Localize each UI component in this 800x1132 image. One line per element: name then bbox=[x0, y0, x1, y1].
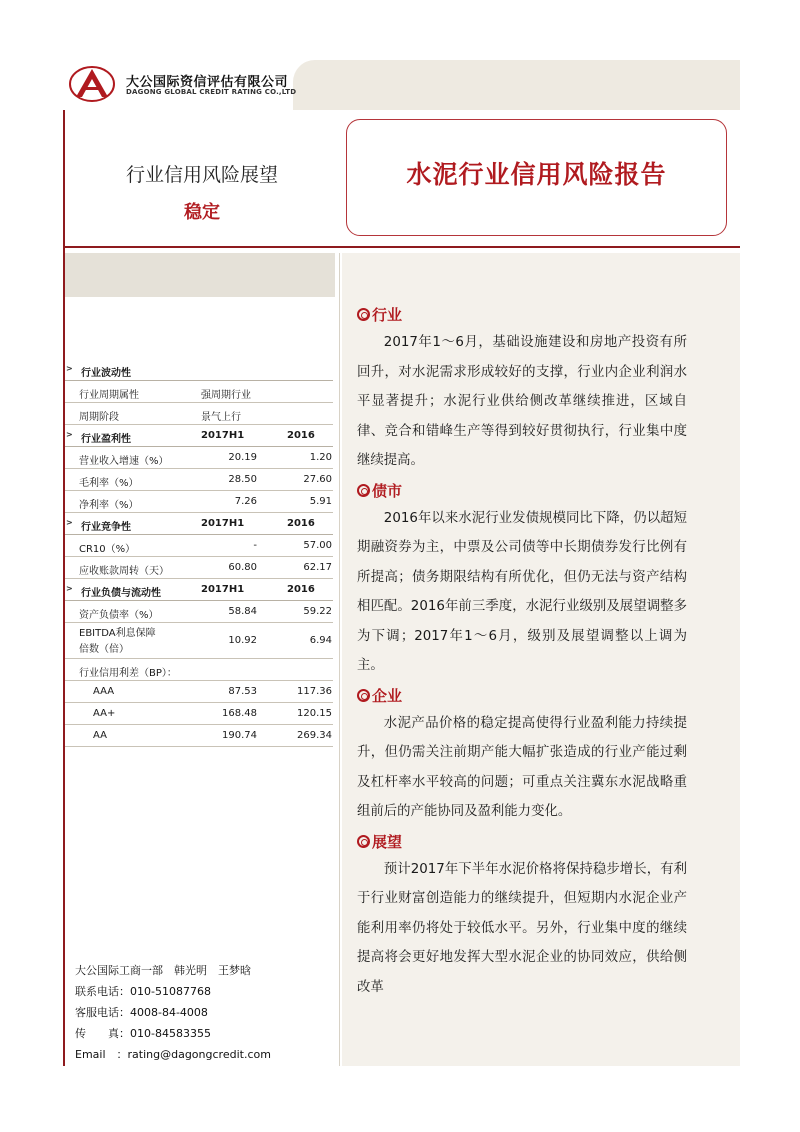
section-text-industry: 2017年1～6月，基础设施建设和房地产投资有所回升，对水泥需求形成较好的支撑，行业内企业利润水平显著提升；水泥行业供给侧改革继续推进，区域自律、竞合和错峰生产等得到较好贯彻执行，行业集中度继续提高。 bbox=[357, 335, 687, 468]
dagong-logo-icon bbox=[68, 65, 116, 103]
table-row: 行业信用利差（BP）： bbox=[65, 659, 333, 681]
section-heading-outlook: 展望 bbox=[357, 829, 687, 855]
table-row: 周期阶段 景气上行 bbox=[65, 403, 333, 425]
header-band bbox=[293, 60, 740, 110]
table-row: AA+ 168.48 120.15 bbox=[65, 703, 333, 725]
table-row: AAA 87.53 117.36 bbox=[65, 681, 333, 703]
frame-line-horizontal bbox=[63, 246, 740, 248]
table-row: EBITDA利息保障 倍数（倍） 10.92 6.94 bbox=[65, 623, 333, 659]
double-circle-icon bbox=[357, 308, 370, 321]
chevron-right-icon: > bbox=[66, 364, 73, 373]
section-heading-bond-market: 债市 bbox=[357, 478, 687, 504]
left-header-block bbox=[65, 253, 335, 297]
table-row: 毛利率（%） 28.50 27.60 bbox=[65, 469, 333, 491]
company-name-en: DAGONG GLOBAL CREDIT RATING CO.,LTD bbox=[126, 88, 297, 96]
company-name-cn: 大公国际资信评估有限公司 bbox=[126, 75, 289, 90]
section-header-profitability: > 行业盈利性 2017H1 2016 bbox=[65, 425, 333, 447]
double-circle-icon bbox=[357, 835, 370, 848]
fax-number: 传 真：010-84583355 bbox=[75, 1027, 211, 1040]
table-row: AA 190.74 269.34 bbox=[65, 725, 333, 747]
section-header-leverage: > 行业负债与流动性 2017H1 2016 bbox=[65, 579, 333, 601]
indicator-table bbox=[65, 359, 333, 747]
service-phone: 客服电话：4008-84-4008 bbox=[75, 1006, 208, 1019]
chevron-right-icon: > bbox=[66, 518, 73, 527]
chevron-right-icon: > bbox=[66, 584, 73, 593]
email-address: Email ：rating@dagongcredit.com bbox=[75, 1048, 271, 1061]
table-row: CR10（%） - 57.00 bbox=[65, 535, 333, 557]
section-text-outlook: 预计2017年下半年水泥价格将保持稳步增长，有利于行业财富创造能力的继续提升，但短期内水泥企业产能利用率仍将处于较低水平。另外，行业集中度的继续提高将会更好地发挥大型水泥企业的协同效应，供给侧改革 bbox=[357, 861, 687, 995]
outlook-value: 稳定 bbox=[184, 202, 220, 223]
outlook-title: 行业信用风险展望 bbox=[125, 164, 278, 186]
table-row: 营业收入增速（%） 20.19 1.20 bbox=[65, 447, 333, 469]
analyst-names: 大公国际工商一部 韩光明 王梦晗 bbox=[75, 964, 251, 977]
section-heading-enterprise: 企业 bbox=[357, 683, 687, 709]
report-title: 水泥行业信用风险报告 bbox=[406, 160, 667, 189]
double-circle-icon bbox=[357, 689, 370, 702]
table-row: 行业周期属性 强周期行业 bbox=[65, 381, 333, 403]
section-heading-industry: 行业 bbox=[357, 302, 687, 328]
column-divider bbox=[339, 253, 340, 1066]
double-circle-icon bbox=[357, 484, 370, 497]
table-row: 资产负债率（%） 58.84 59.22 bbox=[65, 601, 333, 623]
summary-content bbox=[357, 302, 687, 1002]
chevron-right-icon: > bbox=[66, 430, 73, 439]
section-header-competition: > 行业竞争性 2017H1 2016 bbox=[65, 513, 333, 535]
section-header-volatility: > 行业波动性 bbox=[65, 359, 333, 381]
table-row: 净利率（%） 7.26 5.91 bbox=[65, 491, 333, 513]
contact-info bbox=[75, 960, 271, 1065]
contact-phone: 联系电话：010-51087768 bbox=[75, 985, 211, 998]
table-row: 应收账款周转（天） 60.80 62.17 bbox=[65, 557, 333, 579]
section-text-bond-market: 2016年以来水泥行业发债规模同比下降，仍以超短期融资券为主，中票及公司债等中长期债券发行比例有所提高；债务期限结构有所优化，但仍无法与资产结构相匹配。2016年前三季度，水泥行业级别及展望调整多为下调；2017年1～6月，级别及展望调整以上调为主。 bbox=[357, 510, 687, 673]
section-text-enterprise: 水泥产品价格的稳定提高使得行业盈利能力持续提升，但仍需关注前期产能大幅扩张造成的行业产能过剩及杠杆率水平较高的问题；可重点关注冀东水泥战略重组前后的产能协同及盈利能力变化。 bbox=[357, 715, 687, 819]
